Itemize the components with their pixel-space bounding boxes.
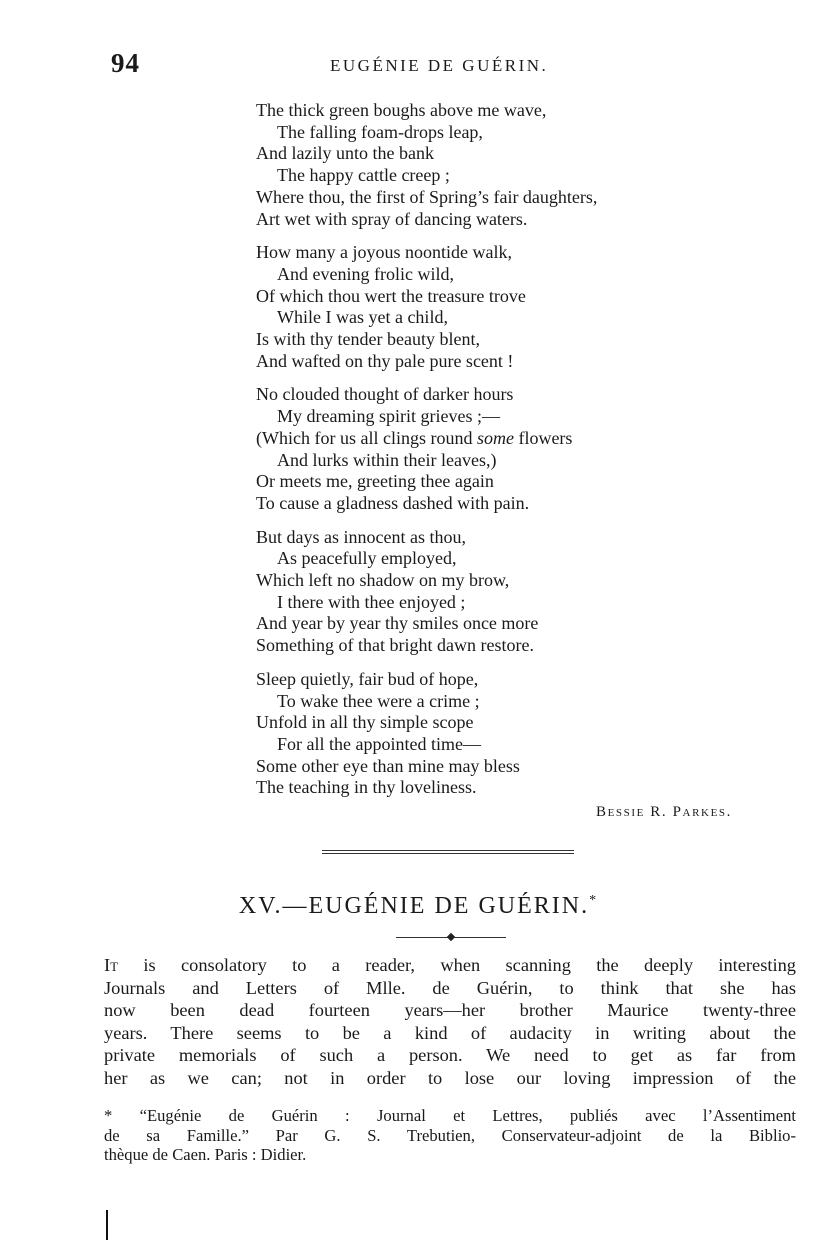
article-body (104, 954, 796, 1089)
poem-line: Art wet with spray of dancing waters. (256, 208, 528, 229)
poem-stanza-3 (256, 384, 796, 514)
poem-line: How many a joyous noontide walk, (256, 242, 512, 263)
running-title: EUGÉNIE DE GUÉRIN. (330, 56, 549, 75)
footnote-line: de sa Famille.” Par G. S. Trebutien, Conservateur-adjoint de la Biblio- (104, 1125, 796, 1145)
poem-line (256, 428, 796, 450)
footnote-line: * “Eugénie de Guérin : Journal et Lettres, publiés avec l’Assentiment (104, 1106, 796, 1125)
opening-word: It (104, 955, 119, 975)
section-rule (322, 853, 574, 854)
poem-line: The happy cattle creep ; (277, 165, 450, 186)
poem-emphasis: some (476, 427, 514, 448)
footnote (104, 1106, 796, 1165)
poem-line: Or meets me, greeting thee again (256, 471, 494, 492)
scan-edge-mark (106, 1210, 108, 1240)
poem-stanza-5 (256, 669, 796, 799)
page-number: 94 (111, 48, 140, 78)
article-heading-text: XV.—EUGÉNIE DE GUÉRIN. (238, 893, 590, 919)
body-line: her as we can; not in order to lose our loving impression of the (104, 1067, 796, 1088)
poem-line: No clouded thought of darker hours (256, 384, 514, 405)
poem-line: The thick green boughs above me wave, (256, 100, 547, 120)
poem-line: As peacefully employed, (277, 548, 457, 569)
section-rule (322, 850, 574, 851)
poem-line: For all the appointed time— (277, 733, 481, 754)
poem-line: Something of that bright dawn restore. (256, 635, 534, 656)
poem-line: Some other eye than mine may bless (256, 755, 520, 776)
poem-stanza-1 (256, 100, 796, 230)
poem-stanza-4 (256, 527, 796, 657)
poem-line: And lazily unto the bank (256, 143, 434, 164)
poem-line: Which left no shadow on my brow, (256, 570, 510, 591)
poem-attribution: Bessie R. Parkes. (596, 804, 732, 820)
footnote-line: thèque de Caen. Paris : Didier. (104, 1145, 307, 1164)
poem-line: To wake thee were a crime ; (277, 690, 480, 711)
body-line: years. There seems to be a kind of audacity in writing about the (104, 1022, 796, 1043)
poem-line: My dreaming spirit grieves ;— (277, 406, 500, 427)
page-header (108, 48, 798, 78)
poem-line: Where thou, the first of Spring’s fair daughters, (256, 186, 598, 207)
poem-line: Is with thy tender beauty blent, (256, 329, 480, 350)
poem (256, 100, 796, 811)
poem-line: Unfold in all thy simple scope (256, 712, 474, 733)
poem-line: And lurks within their leaves,) (277, 449, 497, 470)
poem-line: But days as innocent as thou, (256, 526, 466, 547)
poem-line: The teaching in thy loveliness. (256, 777, 477, 798)
poem-line: The falling foam-drops leap, (277, 121, 483, 142)
poem-line: And wafted on thy pale pure scent ! (256, 350, 514, 371)
poem-line: To cause a gladness dashed with pain. (256, 492, 530, 513)
poem-line: While I was yet a child, (277, 307, 448, 328)
poem-line: And year by year thy smiles once more (256, 613, 539, 634)
poem-line: Of which thou wert the treasure trove (256, 285, 526, 306)
poem-line-part: flowers (518, 427, 573, 448)
diamond-icon (447, 933, 455, 941)
heading-ornament (396, 933, 506, 941)
poem-line: Sleep quietly, fair bud of hope, (256, 668, 479, 689)
poem-line: I there with thee enjoyed ; (277, 591, 466, 612)
body-line: private memorials of such a person. We need to get as far from (104, 1045, 796, 1065)
poem-stanza-2 (256, 242, 796, 372)
body-line: Journals and Letters of Mlle. de Guérin, to think that she has (104, 977, 796, 998)
poem-line: And evening frolic wild, (277, 263, 454, 284)
body-line: now been dead fourteen years—her brother Maurice twenty-three (104, 1000, 796, 1020)
footnote-reference: * (589, 893, 599, 908)
article-heading (0, 893, 837, 920)
body-line-text: is consolatory to a reader, when scanning the deeply interesting (143, 955, 796, 975)
poem-line-part: (Which for us all clings round (256, 427, 473, 448)
body-line (104, 954, 796, 977)
